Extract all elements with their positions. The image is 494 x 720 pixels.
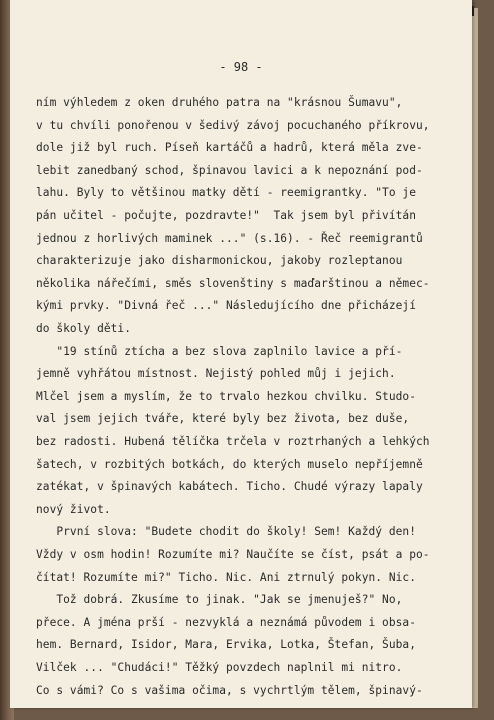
text-line: charakterizuje jako disharmonickou, jakoby rozleptanou	[36, 254, 403, 268]
text-line: Tož dobrá. Zkusíme to jinak. "Jak se jmenuješ?" No,	[36, 593, 403, 607]
text-line: přece. A jména prší - nezvyklá a neznámá původem i obsa-	[36, 615, 416, 629]
text-line: ním výhledem z oken druhého patra na "krásnou Šumavu",	[36, 96, 403, 109]
text-line: několika nářečími, směs slovenštiny s maďarštinou a němec-	[36, 276, 430, 290]
text-line: do školy děti.	[36, 322, 131, 335]
text-line: lebit zanedbaný schod, špinavou lavici a k nepoznání pod-	[36, 163, 423, 177]
text-line: bez radosti. Hubená tělíčka trčela v roztrhaných a lehkých	[36, 435, 430, 448]
text-line: jemně vyhřátou místnost. Nejistý pohled můj i jejich.	[36, 367, 396, 381]
page-number: - 98 -	[219, 60, 263, 74]
text-line: dole již byl ruch. Píseň kartáčů a hadrů, která měla zve-	[36, 141, 423, 155]
text-line: hem. Bernard, Isidor, Mara, Ervika, Lotka, Štefan, Šuba,	[36, 638, 416, 652]
document-page	[10, 0, 472, 708]
text-line: Vilček ... "Chudáci!" Těžký povzdech naplnil mi nitro.	[36, 661, 403, 674]
text-line: První slova: "Budete chodit do školy! Sem! Každý den!	[36, 525, 416, 539]
text-line: "19 stínů ztícha a bez slova zaplnilo lavice a pří-	[36, 344, 403, 358]
text-line: šatech, v rozbitých botkách, do kterých muselo nepříjemně	[36, 457, 423, 471]
text-line: pán učitel - počujte, pozdravte!" Tak jsem byl přivítán	[36, 209, 416, 222]
page-edge	[472, 8, 478, 708]
text-line: kými prvky. "Divná řeč ..." Následujícího dne přicházejí	[36, 299, 416, 313]
text-line: zatékat, v špinavých kabátech. Ticho. Chudé výrazy lapaly	[36, 480, 423, 494]
text-line: nový život.	[36, 502, 111, 516]
text-line: Mlčel jsem a myslím, že to trvalo hezkou chvilku. Studo-	[36, 389, 416, 403]
text-line: jednou z horlivých maminek ..." (s.16). - Řeč reemigrantů	[36, 231, 423, 245]
text-line: Vždy v osm hodin! Rozumíte mi? Naučíte se číst, psát a po-	[36, 548, 430, 561]
text-line: v tu chvíli ponořenou v šedivý závoj pocuchaného příkrovu,	[36, 118, 430, 132]
text-line: val jsem jejich tváře, které byly bez života, bez duše,	[36, 412, 410, 426]
text-line: čítat! Rozumíte mi?" Ticho. Nic. Ani ztrnulý pokyn. Nic.	[36, 570, 416, 584]
text-line: lahu. Byly to většinou matky dětí - reemigrantky. "To je	[36, 186, 416, 200]
text-line: Co s vámi? Co s vašima očima, s vychrtlým tělem, špinavý-	[36, 683, 423, 697]
